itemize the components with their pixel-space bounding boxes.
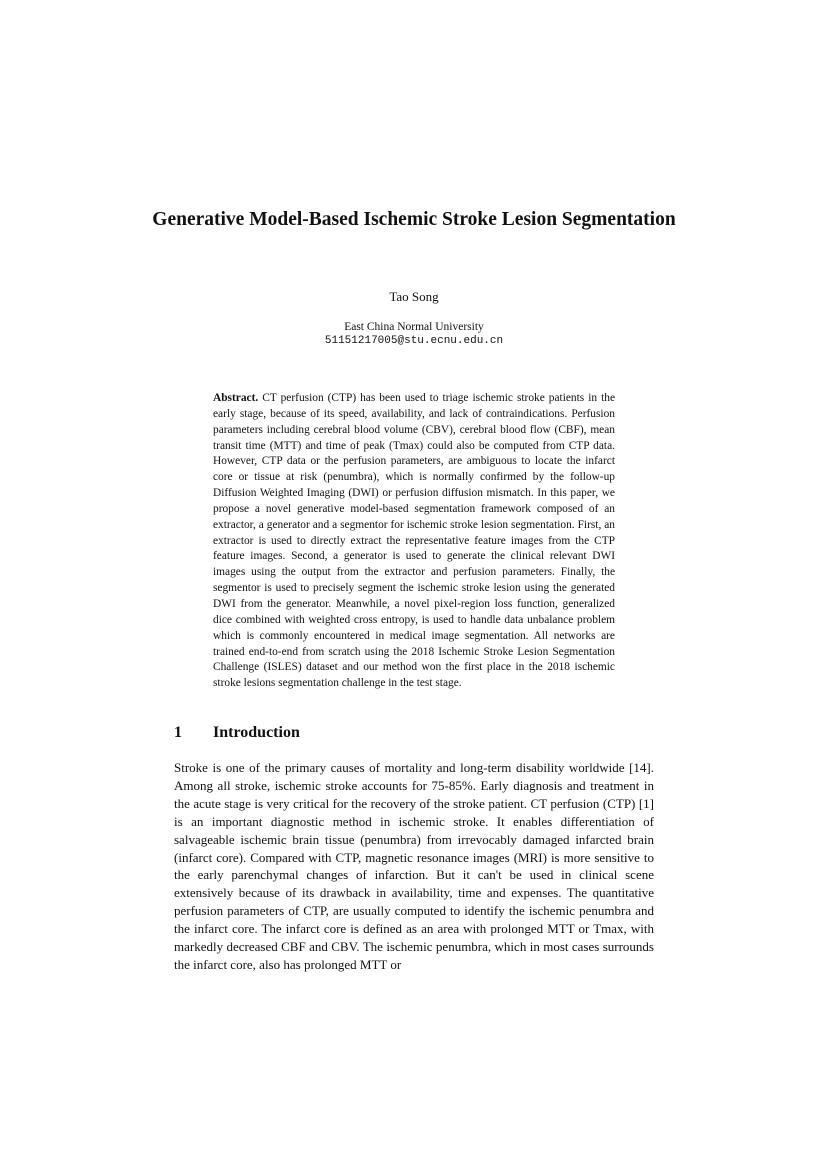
author-email: 51151217005@stu.ecnu.edu.cn xyxy=(324,335,504,347)
paper-title: Generative Model-Based Ischemic Stroke Lesion Segmentation xyxy=(152,209,676,230)
section-number: 1 xyxy=(174,724,182,741)
abstract xyxy=(213,391,615,692)
abstract-text: CT perfusion (CTP) has been used to triage ischemic stroke patients in the early stage, because of its speed, availability, and lack of contraindications. Perfusion parameters including cerebral blood volume (CBV), cerebral blood flow (CBF), mean transit time (MTT) and time of peak (Tmax) could also be computed from CTP data. However, CTP data or the perfusion parameters, are ambiguous to locate the infarct core or tissue at risk (penumbra), which is normally confirmed by the follow-up Diffusion Weighted Imaging (DWI) or perfusion diffusion mismatch. In this paper, we propose a novel generative model-based segmentation framework composed of an extractor, a generator and a segmentor for ischemic stroke lesion segmentation. First, an extractor is used to directly extract the representative feature images from the CTP feature images. Second, a generator is used to generate the clinical relevant DWI images using the output from the extractor and perfusion parameters. Finally, the segmentor is used to precisely segment the ischemic stroke lesion using the generated DWI from the generator. Meanwhile, a novel pixel-region loss function, generalized dice combined with weighted cross entropy, is used to handle data unbalance problem which is commonly encountered in medical image segmentation. All networks are trained end-to-end from scratch using the 2018 Ischemic Stroke Lesion Segmentation Challenge (ISLES) dataset and our method won the first place in the 2018 ischemic stroke lesions segmentation challenge in the test stage. xyxy=(213,392,615,690)
section-title: Introduction xyxy=(213,724,300,741)
author-affiliation: East China Normal University xyxy=(344,321,484,333)
section-heading xyxy=(174,723,300,743)
author-name: Tao Song xyxy=(389,289,439,304)
introduction-paragraph: Stroke is one of the primary causes of mortality and long-term disability worldwide [14]. Among all stroke, ischemic stroke accounts for 75-85%. Early diagnosis and treatment in the acute stage is very critical for the recovery of the stroke patient. CT perfusion (CTP) [1] is an important diagnostic method in ischemic stroke. It enables differentiation of salvageable ischemic brain tissue (penumbra) from irrevocably damaged infarcted brain (infarct core). Compared with CTP, magnetic resonance images (MRI) is more sensitive to the early parenchymal changes of infarction. But it can't be used in clinical scene extensively because of its drawback in availability, time and expenses. The quantitative perfusion parameters of CTP, are usually computed to identify the ischemic penumbra and the infarct core. The infarct core is defined as an area with prolonged MTT or Tmax, with markedly decreased CBF and CBV. The ischemic penumbra, which in most cases surrounds the infarct core, also has prolonged MTT or xyxy=(174,760,654,972)
abstract-label: Abstract. xyxy=(213,392,259,404)
